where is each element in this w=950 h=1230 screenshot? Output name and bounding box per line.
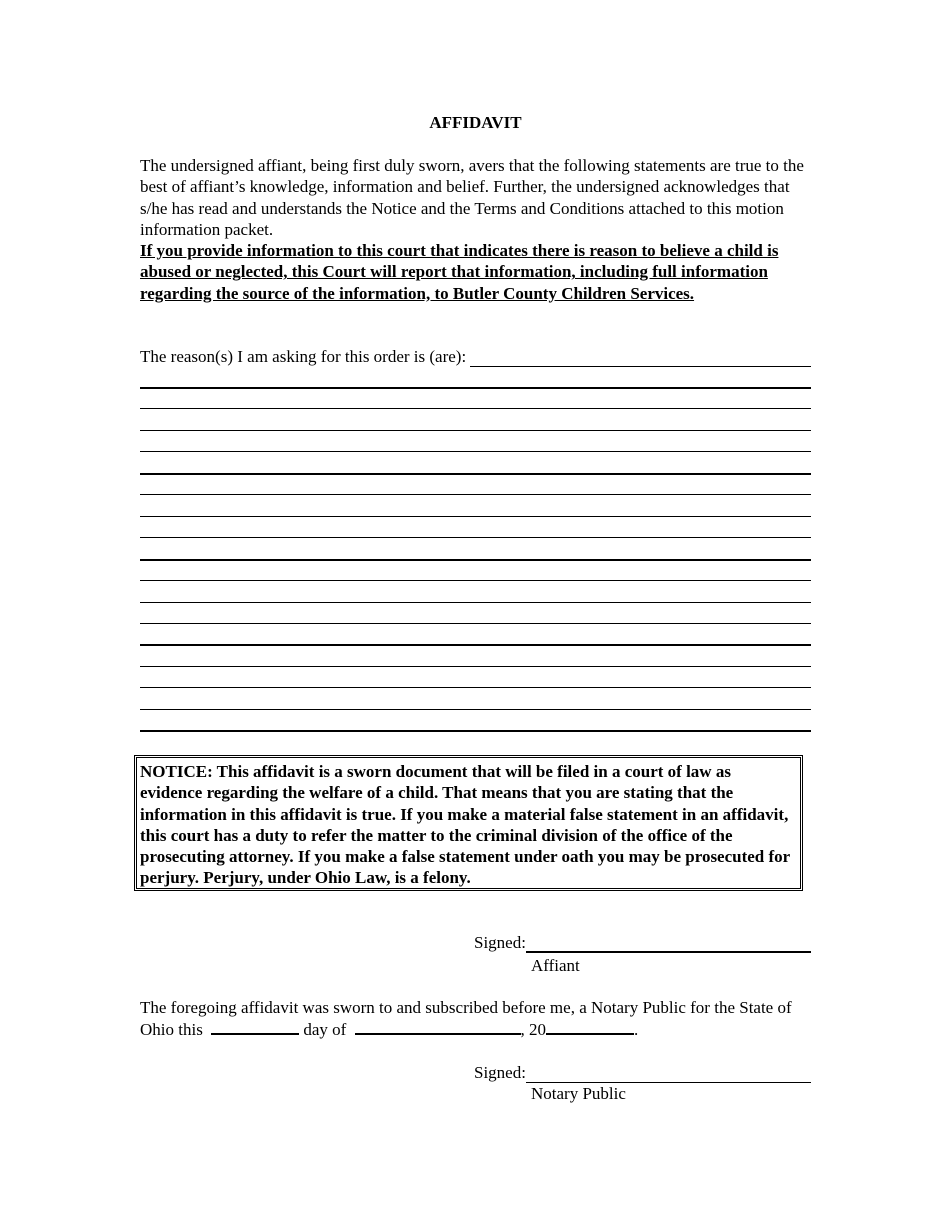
notary-caption: Notary Public: [531, 1084, 626, 1103]
affiant-signature-field[interactable]: [526, 933, 811, 953]
reason-line[interactable]: [140, 602, 811, 603]
reason-line[interactable]: [140, 687, 811, 688]
jurat-day-of-label: day of: [303, 1020, 347, 1040]
reason-line[interactable]: [140, 537, 811, 538]
notary-signature-row: [474, 1062, 811, 1083]
jurat-month-field[interactable]: [355, 1018, 521, 1035]
reason-line[interactable]: [140, 580, 811, 581]
reason-label: The reason(s) I am asking for this order is (are):: [140, 347, 467, 366]
abuse-reporting-warning: If you provide information to this court that indicates there is reason to believe a child is abused or neglected, this Court will report that information, including full information regarding the source of the information, to Butler County Children Services.: [140, 241, 779, 303]
reason-line[interactable]: [140, 644, 811, 646]
affiant-signature-row: [474, 932, 811, 953]
affiant-caption: Affiant: [531, 956, 580, 975]
reason-first-line-field[interactable]: [470, 346, 811, 367]
intro-paragraph: The undersigned affiant, being first duly sworn, avers that the following statements are true to the best of affiant’s knowledge, information and belief. Further, the undersigned acknowledges that s/he has read and understands the Notice and the Terms and Conditions attached to this motion information packet.: [140, 156, 804, 240]
jurat-year-field[interactable]: [546, 1018, 634, 1035]
reason-line[interactable]: [140, 408, 811, 409]
reason-line[interactable]: [140, 430, 811, 431]
reason-line[interactable]: [140, 623, 811, 624]
reason-line[interactable]: [140, 494, 811, 495]
page-title: AFFIDAVIT: [429, 113, 522, 132]
notary-jurat: [140, 997, 811, 1041]
reason-line[interactable]: [140, 451, 811, 452]
affiant-signed-label: Signed:: [474, 933, 526, 952]
reason-line[interactable]: [140, 709, 811, 710]
reason-line[interactable]: [140, 387, 811, 389]
jurat-year-prefix: , 20: [520, 1020, 547, 1040]
reason-line[interactable]: [140, 666, 811, 667]
notary-signed-label: Signed:: [474, 1063, 526, 1082]
notice-box: NOTICE: This affidavit is a sworn document that will be filed in a court of law as evidence regarding the welfare of a child. That means that you are stating that the information in this affidavit is true. If you make a material false statement in an affidavit, this court has a duty to refer the matter to the criminal division of the office of the prosecuting attorney. If you make a false statement under oath you may be prosecuted for perjury. Perjury, under Ohio Law, is a felony.: [134, 755, 803, 891]
reason-line[interactable]: [140, 516, 811, 517]
jurat-end: .: [634, 1020, 639, 1040]
notary-signature-field[interactable]: [526, 1064, 811, 1083]
reason-row: [140, 346, 811, 367]
reason-line[interactable]: [140, 559, 811, 561]
reason-line[interactable]: [140, 473, 811, 475]
reason-line[interactable]: [140, 730, 811, 732]
jurat-text: The foregoing affidavit was sworn to and subscribed before me, a Notary Public for the State of Ohio this: [140, 998, 792, 1040]
jurat-day-field[interactable]: [211, 1018, 299, 1035]
